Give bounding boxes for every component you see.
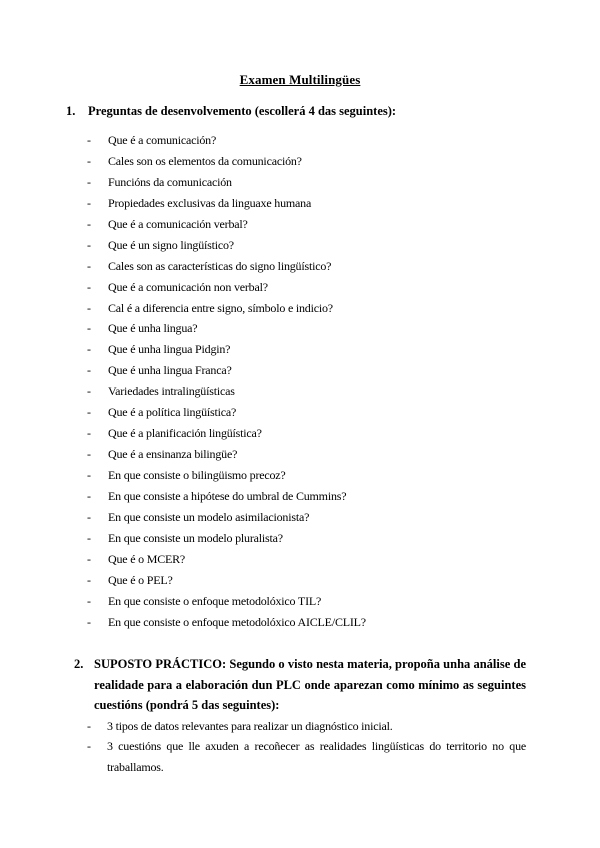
question-item (87, 298, 547, 319)
question-text: Que é unha lingua? (108, 321, 198, 336)
section-1-number: 1. (66, 104, 76, 118)
question-text: En que consiste a hipótese do umbral de Cummins? (108, 488, 347, 503)
question-item (87, 423, 547, 444)
question-text: Que é unha lingua Pidgin? (108, 342, 231, 357)
question-text: Que é a comunicación verbal? (108, 216, 248, 231)
bullet-dash: - (87, 363, 91, 378)
question-item (87, 381, 547, 402)
question-item (87, 402, 547, 423)
question-text: Cales son os elementos da comunicación? (108, 153, 302, 168)
bullet-dash: - (87, 195, 91, 210)
bullet-dash: - (87, 174, 91, 189)
bullet-dash: - (87, 426, 91, 441)
bullet-dash: - (87, 258, 91, 273)
question-text: Que é o PEL? (108, 572, 173, 587)
question-text: Que é a ensinanza bilingüe? (108, 447, 238, 462)
question-text: Que é o MCER? (108, 551, 186, 566)
bullet-dash: - (87, 509, 91, 524)
question-item (87, 549, 547, 570)
bullet-dash: - (87, 551, 91, 566)
practical-item-list (87, 716, 526, 778)
bullet-dash: - (87, 593, 91, 608)
section-2-heading-text: SUPOSTO PRÁCTICO: Segundo o visto nesta materia, propoña unha análise de realidade para a elaboración dun PLC onde aparezan como mínimo as seguintes cuestións (pondrá 5 das seguintes): (94, 657, 526, 712)
question-item (87, 486, 547, 507)
question-text: Que é a política lingüística? (108, 405, 237, 420)
bullet-dash: - (87, 739, 91, 753)
question-item (87, 235, 547, 256)
question-text: Que é unha lingua Franca? (108, 363, 232, 378)
question-item (87, 339, 547, 360)
practical-item-text: 3 cuestións que lle axuden a recoñecer as realidades lingüísticas do territorio no que traballamos. (107, 739, 526, 774)
bullet-dash: - (87, 342, 91, 357)
question-text: Que é a comunicación? (108, 133, 217, 147)
question-item (87, 256, 547, 277)
bullet-dash: - (87, 153, 91, 168)
section-2-heading (74, 654, 526, 716)
question-text: Variedades intralingüísticas (108, 384, 235, 399)
question-text: En que consiste o bilingüismo precoz? (108, 468, 286, 482)
question-item (87, 277, 547, 298)
bullet-dash: - (87, 468, 91, 482)
question-text: Que é a planificación lingüística? (108, 426, 262, 441)
question-text: Que é a comunicación non verbal? (108, 279, 268, 294)
question-item (87, 528, 547, 549)
question-item (87, 591, 547, 612)
bullet-dash: - (87, 718, 91, 733)
question-list (87, 130, 547, 633)
bullet-dash: - (87, 572, 91, 587)
question-item (87, 507, 547, 528)
question-item (87, 193, 547, 214)
question-item (87, 570, 547, 591)
bullet-dash: - (87, 614, 91, 629)
question-item (87, 130, 547, 151)
section-1-heading (66, 104, 546, 119)
question-text: Cal é a diferencia entre signo, símbolo e indicio? (108, 300, 333, 315)
question-item (87, 214, 547, 235)
question-item (87, 172, 547, 193)
bullet-dash: - (87, 384, 91, 399)
practical-item-text: 3 tipos de datos relevantes para realizar un diagnóstico inicial. (107, 718, 393, 733)
bullet-dash: - (87, 133, 91, 147)
question-item (87, 612, 547, 633)
question-item (87, 318, 547, 339)
question-text: Que é un signo lingüístico? (108, 237, 234, 252)
bullet-dash: - (87, 405, 91, 420)
bullet-dash: - (87, 216, 91, 231)
bullet-dash: - (87, 321, 91, 336)
exam-title: Examen Multilingües (239, 72, 361, 87)
question-text: Funcións da comunicación (108, 174, 232, 189)
bullet-dash: - (87, 530, 91, 545)
section-1-heading-text: Preguntas de desenvolvemento (escollerá 4 das seguintes): (88, 104, 397, 118)
bullet-dash: - (87, 488, 91, 503)
question-text: Cales son as características do signo lingüístico? (108, 258, 332, 273)
question-text: En que consiste o enfoque metodolóxico AICLE/CLIL? (108, 614, 366, 629)
question-item (87, 444, 547, 465)
question-text: En que consiste un modelo asimilacionista? (108, 509, 310, 524)
question-text: En que consiste o enfoque metodolóxico TIL? (108, 593, 322, 608)
bullet-dash: - (87, 237, 91, 252)
practical-item (87, 716, 526, 737)
bullet-dash: - (87, 447, 91, 462)
question-item (87, 465, 547, 486)
question-text: Propiedades exclusivas da linguaxe humana (108, 195, 312, 210)
question-item (87, 360, 547, 381)
question-item (87, 151, 547, 172)
section-2-number: 2. (74, 657, 84, 671)
bullet-dash: - (87, 300, 91, 315)
bullet-dash: - (87, 279, 91, 294)
practical-item (87, 736, 526, 777)
question-text: En que consiste un modelo pluralista? (108, 530, 283, 545)
section-2 (74, 654, 526, 777)
